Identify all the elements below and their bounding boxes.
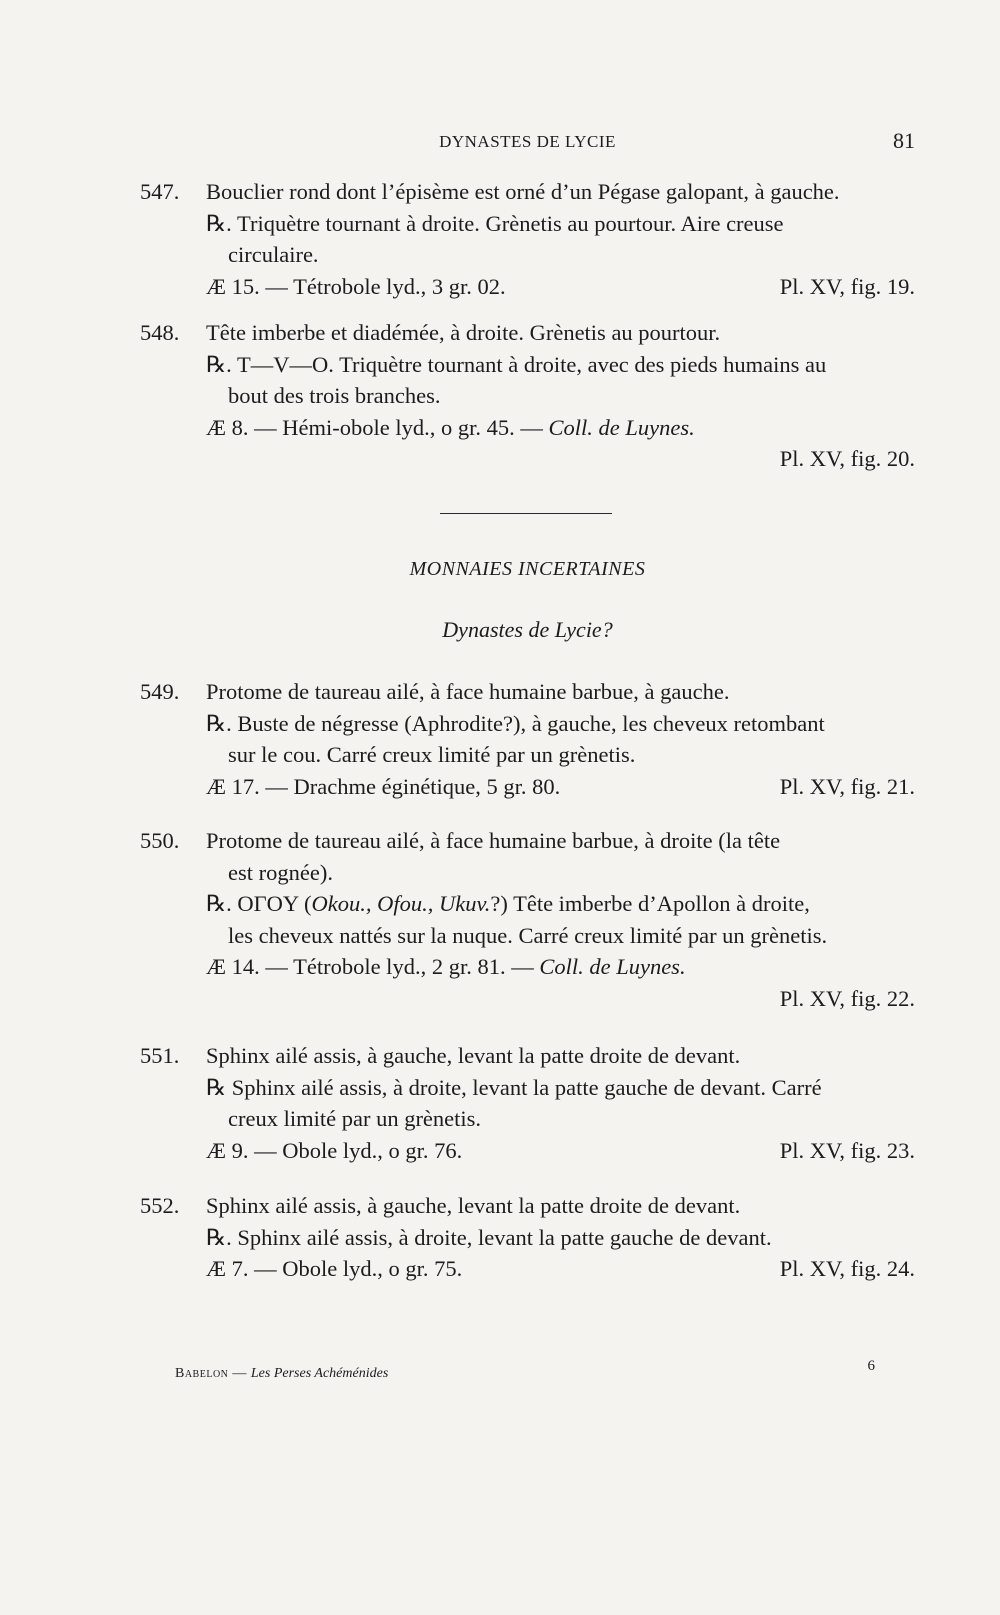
page-footer: [175, 1358, 875, 1388]
plate-reference: Pl. XV, fig. 23.: [779, 1137, 915, 1163]
description-continuation: circulaire.: [228, 242, 319, 267]
running-title: DYNASTES DE LYCIE: [439, 132, 616, 151]
obverse-description: Protome de taureau ailé, à face humaine barbue, à gauche.: [206, 679, 730, 704]
description-continuation: bout des trois branches.: [228, 383, 441, 408]
reverse-description: ℞. T—V—O. Triquètre tournant à droite, avec des pieds humains au: [206, 351, 827, 377]
metal-weight-line: Æ 7. — Obole lyd., o gr. 75.: [206, 1256, 463, 1281]
obverse-description: Bouclier rond dont l’épisème est orné d’un Pégase galopant, à gauche.: [206, 179, 840, 204]
catalog-entry-548: [140, 317, 915, 475]
catalog-entry-552: [140, 1190, 915, 1285]
catalog-entry-551: [140, 1040, 915, 1166]
description-continuation: les cheveux nattés sur la nuque. Carré creux limité par un grènetis.: [228, 922, 828, 948]
catalog-entry-549: [140, 676, 915, 802]
metal-weight-line: Æ 14. — Tétrobole lyd., 2 gr. 81. —: [206, 954, 534, 979]
footer-author: Babelon: [175, 1366, 229, 1381]
entry-number: 549.: [140, 679, 180, 704]
legend-readings: Okou., Ofou., Ukuv.: [311, 891, 491, 916]
plate-reference: Pl. XV, fig. 24.: [779, 1256, 915, 1281]
obverse-description: Protome de taureau ailé, à face humaine barbue, à droite (la tête: [206, 828, 781, 853]
catalog-entry-547: [140, 176, 915, 302]
signature-mark: 6: [867, 1358, 875, 1374]
plate-reference: Pl. XV, fig. 22.: [779, 985, 915, 1011]
entry-number: 548.: [140, 320, 180, 345]
footer-book-title: Les Perses Achéménides: [250, 1366, 389, 1381]
obverse-description: Sphinx ailé assis, à gauche, levant la patte droite de devant.: [206, 1193, 741, 1218]
catalog-entry-550: [140, 825, 915, 1014]
metal-weight-line: Æ 15. — Tétrobole lyd., 3 gr. 02.: [206, 273, 506, 299]
page-number: 81: [893, 128, 915, 153]
collection-name: Coll. de Luynes.: [548, 414, 695, 440]
reverse-description: ℞. Sphinx ailé assis, à droite, levant la patte gauche de devant.: [206, 1224, 772, 1250]
obverse-description: Tête imberbe et diadémée, à droite. Grènetis au pourtour.: [206, 320, 721, 345]
obverse-description: Sphinx ailé assis, à gauche, levant la patte droite de devant.: [206, 1043, 741, 1068]
entry-number: 552.: [140, 1193, 180, 1218]
reverse-description: ℞. Triquètre tournant à droite. Grènetis au pourtour. Aire creuse: [206, 210, 784, 236]
description-continuation: est rognée).: [228, 859, 333, 885]
collection-name: Coll. de Luynes.: [539, 954, 686, 979]
section-title: MONNAIES INCERTAINES: [409, 558, 646, 580]
reverse-description: ℞ Sphinx ailé assis, à droite, levant la patte gauche de devant. Carré: [206, 1074, 822, 1100]
subsection-title: Dynastes de Lycie?: [442, 617, 613, 642]
entry-number: 551.: [140, 1043, 180, 1068]
entry-number: 550.: [140, 828, 180, 853]
reverse-description: ℞. OΓOY (Okou., Ofou., Ukuv.?) Tête imberbe d’Apollon à droite,: [206, 891, 810, 916]
metal-weight-line: Æ 8. — Hémi-obole lyd., o gr. 45. —: [206, 414, 543, 440]
page-header: [140, 128, 915, 158]
plate-reference: Pl. XV, fig. 21.: [779, 773, 915, 799]
footer-dash: —: [232, 1366, 247, 1381]
metal-weight-line: Æ 9. — Obole lyd., o gr. 76.: [206, 1137, 463, 1163]
plate-reference: Pl. XV, fig. 19.: [779, 273, 915, 299]
footer-imprint: [175, 1366, 388, 1382]
description-continuation: creux limité par un grènetis.: [228, 1106, 482, 1131]
section-divider: [440, 513, 612, 514]
plate-reference: Pl. XV, fig. 20.: [779, 446, 915, 471]
entry-number: 547.: [140, 179, 180, 204]
reverse-description: ℞. Buste de négresse (Aphrodite?), à gauche, les cheveux retombant: [206, 710, 825, 736]
metal-weight-line: Æ 17. — Drachme éginétique, 5 gr. 80.: [206, 773, 561, 799]
description-continuation: sur le cou. Carré creux limité par un grènetis.: [228, 742, 636, 767]
